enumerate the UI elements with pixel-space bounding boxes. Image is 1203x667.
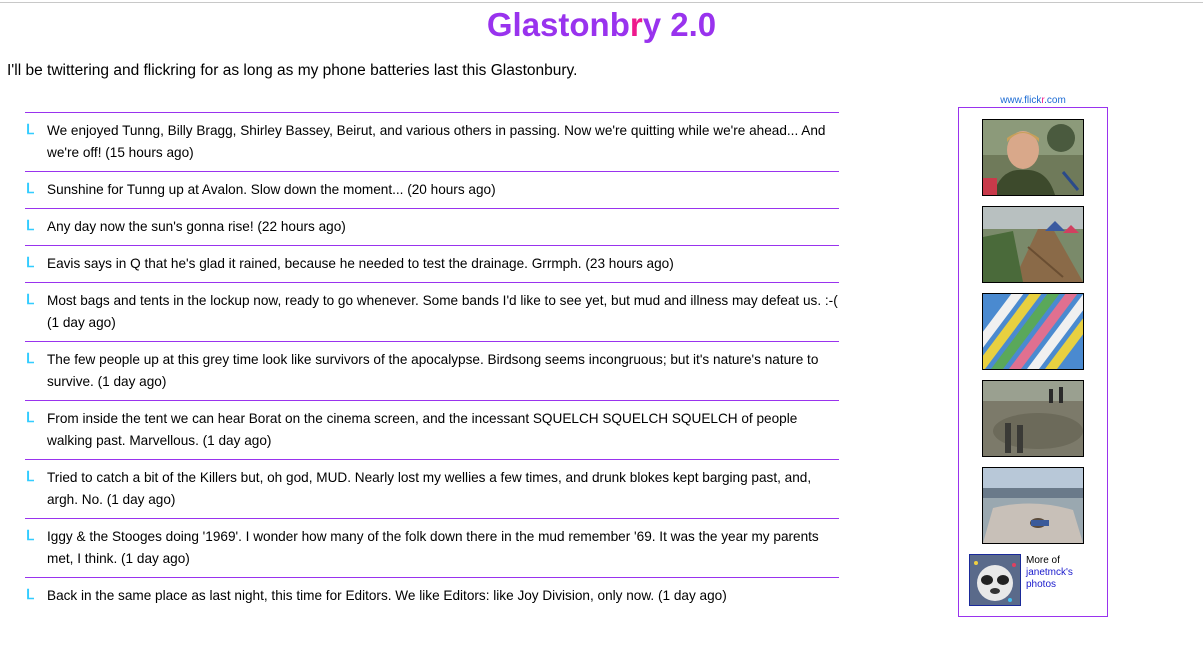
tweet-item <box>25 282 839 341</box>
tweet-item <box>25 400 839 459</box>
tweet-text: Back in the same place as last night, this time for Editors. We like Editors: like Joy Division, only now. (1 day ago) <box>47 588 727 603</box>
photo-mud-image <box>983 207 1083 282</box>
page-title <box>0 5 1203 45</box>
photo-crowd-image <box>983 468 1083 543</box>
twitter-icon: ᒪ <box>26 468 34 484</box>
avatar-image <box>970 555 1020 605</box>
flickr-badge <box>958 107 1108 617</box>
twitter-icon: ᒪ <box>26 217 34 233</box>
tweet-list <box>25 112 839 614</box>
tweet-text: We enjoyed Tunng, Billy Bragg, Shirley Bassey, Beirut, and various others in passing. Now we're quitting while we're ahead... And we're off! (15 hours ago) <box>47 123 826 160</box>
twitter-icon: ᒪ <box>26 586 34 602</box>
twitter-icon: ᒪ <box>26 254 34 270</box>
photo-stripes-image <box>983 294 1083 369</box>
flickr-photo-crowd[interactable] <box>982 467 1084 544</box>
twitter-icon: ᒪ <box>26 291 34 307</box>
tweet-item <box>25 577 839 614</box>
tweet-text: Tried to catch a bit of the Killers but, oh god, MUD. Nearly lost my wellies a few times, and drunk blokes kept barging past, and, argh. No. (1 day ago) <box>47 470 812 507</box>
twitter-icon: ᒪ <box>26 121 34 137</box>
tweet-text: Any day now the sun's gonna rise! (22 hours ago) <box>47 219 346 234</box>
tweet-item <box>25 245 839 282</box>
user-photos-link[interactable]: janetmck's <box>1026 567 1073 578</box>
tweet-text: Iggy & the Stooges doing '1969'. I wonder how many of the folk down there in the mud remember '69. It was the year my parents met, I think. (1 day ago) <box>47 529 819 566</box>
flickr-logo-r: r <box>1041 95 1045 106</box>
twitter-icon: ᒪ <box>26 350 34 366</box>
photos-link[interactable]: photos <box>1026 579 1057 590</box>
flickr-photo-portrait[interactable] <box>982 119 1084 196</box>
flickr-photo-flood[interactable] <box>982 380 1084 457</box>
tweet-item <box>25 459 839 518</box>
twitter-icon: ᒪ <box>26 409 34 425</box>
tweet-item <box>25 341 839 400</box>
user-avatar[interactable] <box>969 554 1021 606</box>
top-divider <box>0 2 1203 3</box>
flickr-logo-link[interactable] <box>958 94 1108 108</box>
tweet-text: The few people up at this grey time look like survivors of the apocalypse. Birdsong seems incongruous; but it's nature's nature to survive. (1 day ago) <box>47 352 819 389</box>
title-part-1: Glastonb <box>486 6 630 43</box>
tweet-item <box>25 112 839 171</box>
title-part-2: r <box>629 6 643 43</box>
flickr-logo-suffix: .com <box>1044 95 1066 106</box>
photo-portrait-image <box>983 120 1083 195</box>
more-of-label: More of <box>1026 555 1060 566</box>
flickr-logo-prefix: www.flick <box>1000 95 1042 106</box>
tweet-item <box>25 208 839 245</box>
tweet-text: Sunshine for Tunng up at Avalon. Slow down the moment... (20 hours ago) <box>47 182 496 197</box>
title-part-3: y 2.0 <box>642 6 717 43</box>
flickr-photo-muddy-track[interactable] <box>982 206 1084 283</box>
flickr-photo-stripes[interactable] <box>982 293 1084 370</box>
tweet-item <box>25 518 839 577</box>
more-photos-text <box>1026 555 1073 591</box>
photo-flood-image <box>983 381 1083 456</box>
more-photos-block <box>969 554 1104 606</box>
tweet-item <box>25 171 839 208</box>
twitter-icon: ᒪ <box>26 180 34 196</box>
tweet-text: From inside the tent we can hear Borat on the cinema screen, and the incessant SQUELCH SQUELCH SQUELCH of people walking past. Marvellous. (1 day ago) <box>47 411 798 448</box>
tweet-text: Most bags and tents in the lockup now, ready to go whenever. Some bands I'd like to see yet, but mud and illness may defeat us. :-( (1 day ago) <box>47 293 838 330</box>
intro-text: I'll be twittering and flickring for as long as my phone batteries last this Glastonbury. <box>7 62 578 79</box>
tweet-text: Eavis says in Q that he's glad it rained, because he needed to test the drainage. Grrmph. (23 hours ago) <box>47 256 674 271</box>
twitter-icon: ᒪ <box>26 527 34 543</box>
